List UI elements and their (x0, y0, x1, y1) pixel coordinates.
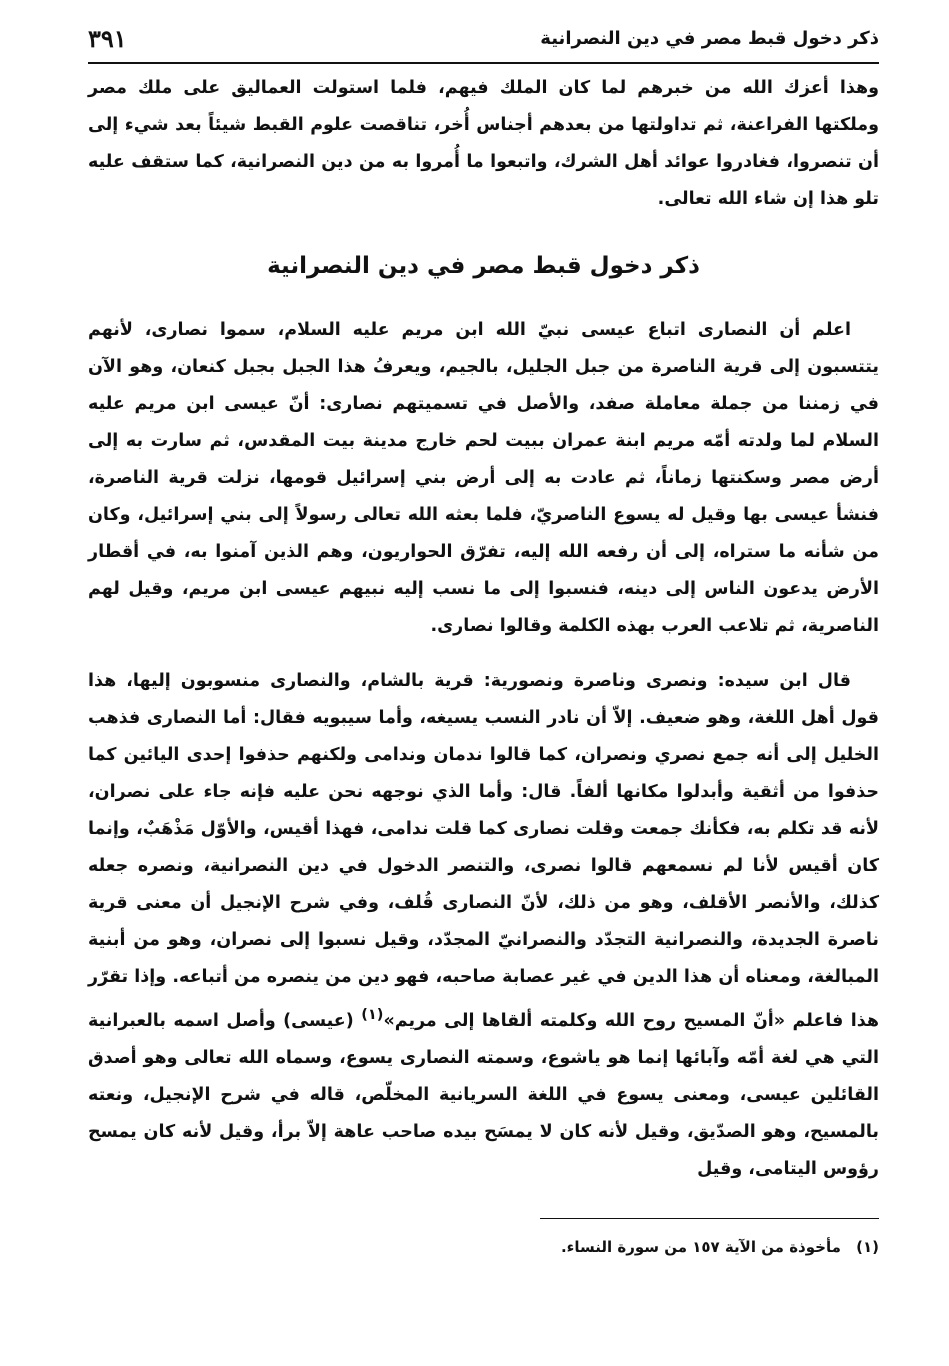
paragraph-ibn-sidah-part1: قال ابن سيده: ونصرى وناصرة ونصورية: قرية بالشام، والنصارى منسوبون إليها، هذا قول أهل اللغة، وهو ضعيف. إلاّ أن نادر النسب يسيغه، وأما سيبويه فقال: أما النصارى فذهب الخليل إلى أنه جمع نصري ونصران، كما قالوا ندمان وندامى ولكنهم حذفوا إحدى اليائين كما حذفوا من أثقية وأبدلوا مكانها ألفاً. قال: وأما الذي نوجهه نحن عليه فإنه جاء على نصران، لأنه قد تكلم به، فكأنك جمعت وقلت نصارى كما قلت ندامى، فهذا أقيس، والأوّل مَذْهَبٌ، وإنما كان أقيس لأنا لم نسمعهم قالوا نصرى، والتنصر الدخول في دين النصرانية، ونصره جعله كذلك، والأنصر الأقلف، وهو من ذلك، لأنّ النصارى قُلف، وفي شرح الإنجيل أن معنى قرية ناصرة الجديدة، والنصرانية التجدّد والنصرانيّ المجدّد، وقيل نسبوا إلى نصران، وهو من أبنية المبالغة، ومعناه أن هذا الدين في غير عصابة صاحبه، فهو دين من ينصره من أتباعه. وإذا تقرّر هذا فاعلم «أنّ المسيح روح الله وكلمته ألقاها إلى مريم» (88, 671, 879, 1031)
paragraph-ibn-sidah (88, 663, 879, 1188)
footnote-reference[interactable]: (١) (361, 1006, 384, 1023)
page-number: ٣٩١ (88, 24, 127, 53)
paragraph-ibn-sidah-part2: (عيسى) وأصل اسمه بالعبرانية التي هي لغة أمّه وآبائها إنما هو ياشوع، وسمته النصارى يسوع، وسماه الله تعالى وهو أصدق القائلين عيسى، ومعنى يسوع في اللغة السريانية المخلّص، قاله في شرح الإنجيل، ونعته بالمسيح، وهو الصدّيق، وقيل لأنه كان لا يمسَح بيده صاحب عاهة إلاّ برأ، وقيل لأنه كان يمسح رؤوس اليتامى، وقيل (88, 1010, 879, 1179)
text-body (88, 70, 879, 1188)
paragraph-spacer (88, 645, 879, 663)
header-divider (88, 62, 879, 64)
page-header (88, 24, 879, 60)
paragraph-nasara-origin: اعلم أن النصارى اتباع عيسى نبيّ الله ابن مريم عليه السلام، سموا نصارى، لأنهم يتتسبون إلى قرية الناصرة من جبل الجليل، بالجيم، ويعرفُ هذا الجبل بجبل كنعان، وهو الآن في زمننا من جملة معاملة صفد، والأصل في تسميتهم نصارى: أنّ عيسى ابن مريم عليه السلام لما ولدته أمّه مريم ابنة عمران ببيت لحم خارج مدينة بيت المقدس، ثم سارت به إلى أرض مصر وسكنتها زماناً، ثم عادت به إلى أرض بني إسرائيل قومها، نزلت قرية الناصرة، فنشأ عيسى بها وقيل له يسوع الناصريّ، فلما بعثه الله تعالى رسولاً إلى بني إسرائيل، وكان من شأنه ما ستراه، إلى أن رفعه الله إليه، تفرّق الحواريون، وهم الذين آمنوا به، في أقطار الأرض يدعون الناس إلى دينه، فنسبوا إلى ما نسب إليه نبيهم عيسى ابن مريم، وقيل لهم الناصرية، ثم تلاعب العرب بهذه الكلمة وقالوا نصارى. (88, 320, 879, 636)
intro-paragraph: وهذا أعزك الله من خبرهم لما كان الملك فيهم، فلما استولت العماليق على ملك مصر وملكتها الفراعنة، ثم تداولتها من بعدهم أجناس أُخر، تناقصت علوم القبط شيئاً بعد شيء إلى أن تنصروا، فغادروا عوائد أهل الشرك، واتبعوا ما أُمروا به من دين النصرانية، كما ستقف عليه تلو هذا إن شاء الله تعالى. (88, 78, 879, 209)
section-title: ذكر دخول قبط مصر في دين النصرانية (267, 253, 700, 279)
footnote-text: مأخوذة من الآية ١٥٧ من سورة النساء. (560, 1238, 841, 1256)
footnote-marker: (١) (856, 1238, 879, 1256)
running-head: ذكر دخول قبط مصر في دين النصرانية (540, 28, 879, 49)
footnote-divider (540, 1218, 879, 1219)
footnote (88, 1238, 879, 1256)
